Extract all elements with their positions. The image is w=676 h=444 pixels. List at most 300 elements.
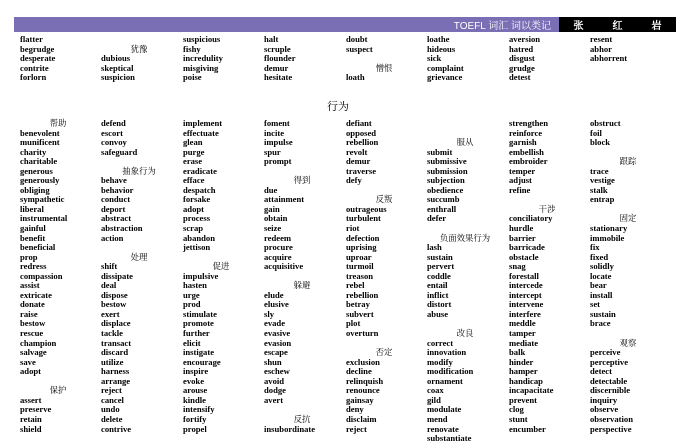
category-heading: 固定: [619, 213, 637, 224]
vocab-word: hatred: [509, 43, 534, 54]
top-column-5: [346, 35, 422, 83]
vocab-word: further: [183, 328, 210, 339]
vocab-word: submit: [427, 146, 453, 157]
category-heading: 促进: [212, 261, 230, 272]
vocab-word: incapacitate: [509, 385, 554, 396]
category-heading: 否定: [375, 347, 393, 358]
vocab-word: despatch: [183, 184, 216, 195]
main-column-7: [509, 119, 585, 434]
vocab-word: trace: [590, 165, 609, 176]
vocab-word: coax: [427, 385, 444, 396]
vocab-word: meddle: [509, 318, 536, 329]
vocab-word: substantiate: [427, 433, 472, 444]
vocab-word: hasten: [183, 280, 207, 291]
vocab-word: uprising: [346, 242, 377, 253]
vocab-word: snag: [509, 261, 526, 272]
vocab-word: disclaim: [346, 413, 377, 424]
vocab-word: tackle: [101, 328, 123, 339]
vocab-word: promote: [183, 318, 214, 329]
vocab-word: behave: [101, 175, 127, 186]
vocab-word: balk: [509, 347, 526, 358]
vocab-word: fix: [590, 242, 600, 253]
vocab-word: shift: [101, 261, 118, 272]
vocab-word: overturn: [346, 328, 379, 339]
vocab-word: riot: [346, 223, 360, 234]
vocab-word: contrive: [101, 423, 132, 434]
vocab-word: enthrall: [427, 203, 457, 214]
section-title: 行为: [327, 100, 349, 113]
vocab-word: obtain: [264, 213, 288, 224]
vocab-word: suspicious: [183, 34, 221, 44]
vocab-word: evoke: [183, 375, 205, 386]
vocab-word: shun: [264, 356, 282, 367]
vocab-word: reject: [346, 423, 367, 434]
vocab-word: intercept: [509, 289, 542, 300]
vocab-word: utilize: [101, 356, 124, 367]
top-column-3: [183, 35, 259, 83]
vocab-word: relinquish: [346, 375, 384, 386]
vocab-word: grievance: [427, 72, 463, 83]
vocab-word: prevent: [509, 394, 538, 405]
vocab-word: discernible: [590, 385, 631, 396]
vocab-word: disgust: [509, 53, 535, 64]
vocab-word: reject: [101, 385, 122, 396]
vocab-word: interfere: [509, 308, 541, 319]
vocab-word: erase: [183, 156, 203, 167]
vocab-word: generous: [20, 165, 53, 176]
category-heading: 服从: [456, 137, 474, 148]
vocab-word: urge: [183, 289, 200, 300]
vocab-word: halt: [264, 34, 279, 44]
vocab-word: demur: [346, 156, 371, 167]
spacer: [427, 119, 503, 129]
vocab-word: compassion: [20, 270, 63, 281]
vocab-word: defend: [101, 118, 126, 128]
vocab-word: abstract: [101, 213, 132, 224]
vocab-word: strengthen: [509, 118, 548, 128]
vocab-word: hurdle: [509, 223, 534, 234]
vocab-word: suspicion: [101, 72, 135, 83]
vocab-word: eschew: [264, 366, 290, 377]
top-column-1: [20, 35, 96, 83]
vocab-word: eradicate: [183, 165, 217, 176]
vocab-word: prompt: [264, 156, 292, 167]
vocab-word: turbulent: [346, 213, 381, 224]
vocab-word: stunt: [509, 413, 528, 424]
vocab-word: purge: [183, 146, 205, 157]
vocab-word: modification: [427, 366, 474, 377]
vocab-word: gainful: [20, 223, 46, 234]
vocab-word: evade: [264, 318, 286, 329]
vocab-word: abandon: [183, 232, 216, 243]
vocab-word: escape: [264, 347, 288, 358]
vocab-word: grudge: [509, 62, 535, 73]
vocab-word: observation: [590, 413, 633, 424]
vocab-word: abstraction: [101, 223, 143, 234]
vocab-word: tamper: [509, 328, 536, 339]
vocab-word: sympathetic: [20, 194, 65, 205]
vocab-word: displace: [101, 318, 131, 329]
vocab-word: renounce: [346, 385, 380, 396]
vocab-word: dubious: [101, 53, 131, 64]
vocab-word: traverse: [346, 165, 377, 176]
top-column-8: [590, 35, 666, 64]
vocab-word: turmoil: [346, 261, 374, 272]
vocab-word: safeguard: [101, 146, 138, 157]
vocab-word: pervert: [427, 261, 455, 272]
vocab-word: gild: [427, 394, 441, 405]
vocab-word: glean: [183, 137, 203, 148]
vocab-word: sly: [264, 308, 275, 319]
vocab-word: subjection: [427, 175, 465, 186]
vocab-word: intervene: [509, 299, 544, 310]
vocab-word: instigate: [183, 347, 215, 358]
vocab-word: flatter: [20, 34, 43, 44]
vocab-word: temper: [509, 165, 536, 176]
vocab-word: locate: [590, 270, 612, 281]
main-column-8: [590, 119, 666, 434]
category-heading: 躲避: [293, 280, 311, 291]
vocab-word: behavior: [101, 184, 134, 195]
vocab-word: seize: [264, 223, 282, 234]
vocab-word: loath: [346, 72, 365, 83]
main-column-3: [183, 119, 259, 434]
vocab-word: cancel: [101, 394, 124, 405]
vocab-word: install: [590, 289, 613, 300]
vocab-word: abuse: [427, 308, 449, 319]
vocab-word: forlorn: [20, 72, 47, 83]
vocab-word: solidly: [590, 261, 614, 272]
header-band: [14, 17, 676, 32]
vocab-word: benevolent: [20, 127, 60, 138]
vocab-word: rebel: [346, 280, 365, 291]
header-author: [559, 17, 676, 32]
vocab-word: detect: [590, 366, 612, 377]
vocab-word: encourage: [183, 356, 221, 367]
vocab-word: revolt: [346, 146, 368, 157]
top-column-4: [264, 35, 340, 83]
vocab-word: assert: [20, 394, 42, 405]
vocab-word: undo: [101, 404, 120, 415]
vocab-word: redress: [20, 261, 47, 272]
vocab-word: arouse: [183, 385, 208, 396]
vocab-word: effectuate: [183, 127, 219, 138]
main-column-1: [20, 119, 96, 434]
vocab-word: decline: [346, 366, 372, 377]
vocab-word: fortify: [183, 413, 207, 424]
vocab-word: barricade: [509, 242, 545, 253]
vocab-word: perceive: [590, 347, 621, 358]
vocab-word: mediate: [509, 337, 539, 348]
vocab-word: embellish: [509, 146, 544, 157]
vocab-word: evasion: [264, 337, 292, 348]
main-column-2: [101, 119, 177, 434]
vocab-word: demur: [264, 62, 289, 73]
vocab-word: perceptive: [590, 356, 629, 367]
vocab-word: block: [590, 137, 611, 148]
vocab-word: raise: [20, 308, 38, 319]
vocab-word: contrite: [20, 62, 49, 73]
vocab-word: arrange: [101, 375, 131, 386]
vocab-word: outrageous: [346, 203, 387, 214]
vocab-word: inspire: [183, 366, 209, 377]
vocab-word: retain: [20, 413, 42, 424]
category-heading: 犹豫: [130, 43, 148, 54]
vocab-word: harness: [101, 366, 130, 377]
vocab-word: loathe: [427, 34, 450, 44]
category-heading: 改良: [456, 328, 474, 339]
vocab-word: exclusion: [346, 356, 380, 367]
vocab-word: hinder: [509, 356, 534, 367]
vocab-word: extricate: [20, 289, 52, 300]
vocab-word: deal: [101, 280, 117, 291]
vocab-word: shield: [20, 423, 42, 434]
vocab-word: foment: [264, 118, 290, 128]
vocab-word: modulate: [427, 404, 462, 415]
vocab-word: attainment: [264, 194, 305, 205]
vocab-word: adopt: [183, 203, 205, 214]
vocab-word: submission: [427, 165, 468, 176]
vocab-word: bestow: [20, 318, 46, 329]
vocab-word: innovation: [427, 347, 467, 358]
vocab-word: stimulate: [183, 308, 217, 319]
vocab-word: charity: [20, 146, 47, 157]
vocab-word: conduct: [101, 194, 131, 205]
vocab-word: redeem: [264, 232, 292, 243]
vocab-word: adopt: [20, 366, 42, 377]
category-heading: 处理: [130, 251, 148, 262]
category-heading: 观察: [619, 337, 637, 348]
vocab-word: inflict: [427, 289, 449, 300]
vocab-word: benefit: [20, 232, 46, 243]
vocab-word: desperate: [20, 53, 56, 64]
vocab-word: sick: [427, 53, 442, 64]
vocab-word: efface: [183, 175, 205, 186]
vocab-word: elicit: [183, 337, 201, 348]
vocab-word: submissive: [427, 156, 467, 167]
vocab-word: liberal: [20, 203, 44, 214]
vocab-word: renovate: [427, 423, 459, 434]
category-heading: 抽象行为: [122, 165, 156, 176]
vocab-word: avoid: [264, 375, 285, 386]
vocab-word: transact: [101, 337, 132, 348]
vocab-word: entrap: [590, 194, 615, 205]
vocab-word: begrudge: [20, 43, 55, 54]
vocab-word: evasive: [264, 328, 291, 339]
vocab-word: embroider: [509, 156, 548, 167]
vocab-word: deport: [101, 203, 126, 214]
vocab-word: mend: [427, 413, 448, 424]
vocab-word: poise: [183, 72, 202, 83]
vocab-word: perspective: [590, 423, 632, 434]
vocab-word: correct: [427, 337, 454, 348]
category-heading: 保护: [49, 385, 67, 396]
vocab-word: coddle: [427, 270, 451, 281]
vocab-word: resent: [590, 34, 613, 44]
author-char: 红: [612, 21, 623, 32]
vocab-word: stalk: [590, 184, 608, 195]
vocab-word: vestige: [590, 175, 615, 186]
vocab-word: handicap: [509, 375, 543, 386]
vocab-word: treason: [346, 270, 374, 281]
vocab-word: defy: [346, 175, 362, 186]
vocab-word: suspect: [346, 43, 373, 54]
vocab-word: complaint: [427, 62, 464, 73]
vocab-word: sustain: [427, 251, 453, 262]
vocab-word: donate: [20, 299, 45, 310]
vocab-word: succumb: [427, 194, 460, 205]
vocab-word: uproar: [346, 251, 372, 262]
vocab-word: charitable: [20, 156, 58, 167]
vocab-word: distort: [427, 299, 452, 310]
vocab-word: acquisitive: [264, 261, 304, 272]
vocab-word: kindle: [183, 394, 206, 405]
vocab-word: prod: [183, 299, 201, 310]
vocab-word: lash: [427, 242, 442, 253]
vocab-word: encumber: [509, 423, 546, 434]
vocab-word: save: [20, 356, 36, 367]
vocab-word: barrier: [509, 232, 536, 243]
vocab-word: convoy: [101, 137, 127, 148]
vocab-word: fixed: [590, 251, 609, 262]
vocab-word: set: [590, 299, 601, 310]
vocab-word: inquiry: [590, 394, 618, 405]
vocab-word: detest: [509, 72, 531, 83]
vocab-word: conciliatory: [509, 213, 553, 224]
vocab-word: plot: [346, 318, 361, 329]
vocab-word: elude: [264, 289, 284, 300]
vocab-word: obedience: [427, 184, 464, 195]
vocab-word: aversion: [509, 34, 541, 44]
vocab-word: immobile: [590, 232, 625, 243]
vocab-word: dodge: [264, 385, 286, 396]
vocab-word: subvert: [346, 308, 374, 319]
category-heading: 干涉: [538, 203, 556, 214]
vocab-word: generously: [20, 175, 60, 186]
vocab-word: salvage: [20, 347, 47, 358]
vocab-word: rebellion: [346, 137, 379, 148]
vocab-word: discard: [101, 347, 129, 358]
vocab-word: obliging: [20, 184, 50, 195]
vocab-word: beneficial: [20, 242, 56, 253]
vocab-word: obstacle: [509, 251, 539, 262]
vocab-word: rescue: [20, 328, 44, 339]
vocab-word: obstruct: [590, 118, 621, 128]
vocab-word: dissipate: [101, 270, 133, 281]
category-heading: 反叛: [375, 194, 393, 205]
main-column-4: [264, 119, 340, 434]
vocab-word: implement: [183, 118, 223, 128]
vocab-word: defection: [346, 232, 380, 243]
category-heading: 憎恨: [375, 62, 393, 73]
vocab-word: deny: [346, 404, 364, 415]
vocab-word: impulse: [264, 137, 293, 148]
vocab-word: forestall: [509, 270, 539, 281]
vocab-word: defer: [427, 213, 447, 224]
vocab-word: doubt: [346, 34, 368, 44]
vocab-word: garnish: [509, 137, 537, 148]
vocab-word: hesitate: [264, 72, 293, 83]
vocab-word: spur: [264, 146, 281, 157]
vocab-word: champion: [20, 337, 57, 348]
vocab-word: foil: [590, 127, 602, 138]
vocab-word: betray: [346, 299, 370, 310]
vocab-word: intercede: [509, 280, 543, 291]
vocab-word: clog: [509, 404, 524, 415]
vocab-word: instrumental: [20, 213, 68, 224]
vocab-word: insubordinate: [264, 423, 316, 434]
vocab-word: abhor: [590, 43, 612, 54]
vocab-word: acquire: [264, 251, 292, 262]
vocab-word: dispose: [101, 289, 128, 300]
top-column-7: [509, 35, 585, 83]
header-title: TOEFL 词汇 词以类记: [14, 17, 559, 32]
vocab-word: delete: [101, 413, 123, 424]
vocab-word: scruple: [264, 43, 291, 54]
vocab-word: hideous: [427, 43, 456, 54]
author-char: 张: [573, 21, 584, 32]
vocab-word: sustain: [590, 308, 616, 319]
vocab-word: forsake: [183, 194, 211, 205]
vocab-word: abhorrent: [590, 53, 628, 64]
vocab-word: fishy: [183, 43, 201, 54]
vocab-word: preserve: [20, 404, 52, 415]
vocab-word: modify: [427, 356, 453, 367]
vocab-word: skeptical: [101, 62, 134, 73]
vocab-word: jettison: [183, 242, 211, 253]
vocab-word: avert: [264, 394, 284, 405]
vocab-word: prop: [20, 251, 38, 262]
vocab-word: reinforce: [509, 127, 543, 138]
vocab-word: assist: [20, 280, 40, 291]
vocab-word: misgiving: [183, 62, 219, 73]
vocab-word: incredulity: [183, 53, 223, 64]
top-column-2: [101, 35, 177, 83]
vocab-word: stationary: [590, 223, 628, 234]
vocab-word: elusive: [264, 299, 289, 310]
top-column-6: [427, 35, 503, 83]
vocab-word: detectable: [590, 375, 628, 386]
vocab-word: incite: [264, 127, 285, 138]
vocab-word: rebellion: [346, 289, 379, 300]
category-heading: 帮助: [49, 118, 67, 128]
vocab-word: exert: [101, 308, 120, 319]
vocab-word: scrap: [183, 223, 204, 234]
category-heading: 跟踪: [619, 156, 637, 167]
vocab-word: entail: [427, 280, 448, 291]
vocab-word: munificent: [20, 137, 60, 148]
vocab-word: bear: [590, 280, 607, 291]
vocab-word: action: [101, 232, 124, 243]
vocab-word: escort: [101, 127, 123, 138]
vocab-word: observe: [590, 404, 619, 415]
vocab-word: refine: [509, 184, 531, 195]
vocab-word: ornament: [427, 375, 463, 386]
category-heading: 得到: [293, 175, 311, 186]
category-heading: 反抗: [293, 413, 311, 424]
vocab-word: defiant: [346, 118, 372, 128]
vocab-word: process: [183, 213, 211, 224]
vocab-word: adjust: [509, 175, 532, 186]
vocab-word: gainsay: [346, 394, 374, 405]
vocab-word: intensify: [183, 404, 215, 415]
main-column-5: [346, 119, 422, 434]
category-heading: 负面效果行为: [439, 232, 491, 243]
vocab-word: brace: [590, 318, 611, 329]
vocab-word: due: [264, 184, 278, 195]
vocab-word: flounder: [264, 53, 296, 64]
vocab-word: impulsive: [183, 270, 219, 281]
